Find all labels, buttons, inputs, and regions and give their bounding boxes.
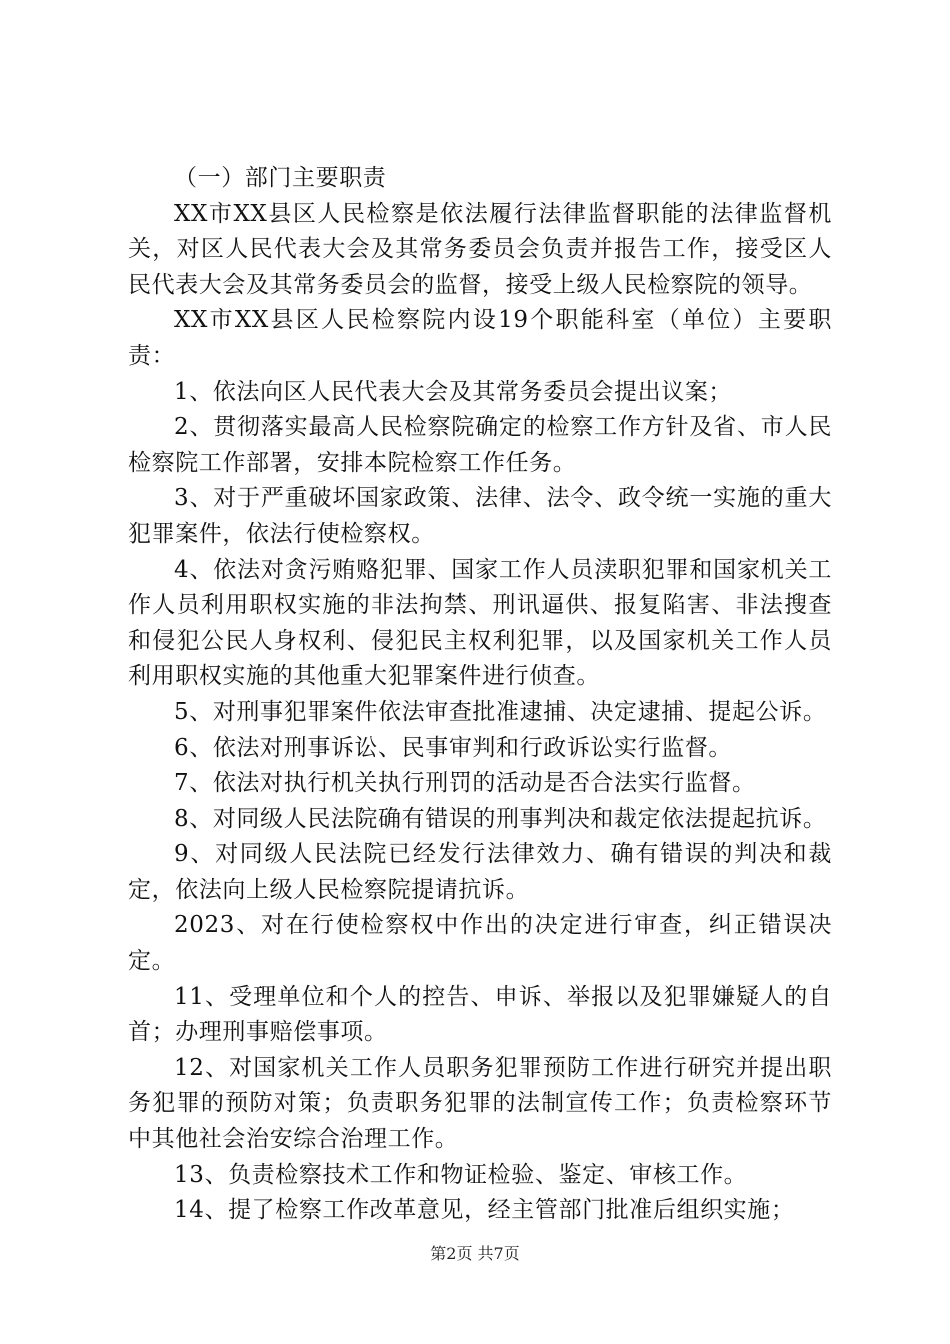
paragraph-item-5: 5、对刑事犯罪案件依法审查批准逮捕、决定逮捕、提起公诉。 [174,698,827,725]
paragraph-duties-intro: XX市XX县区人民检察院内设19个职能科室（单位）主要职责： [128,307,832,369]
paragraph-item-14: 14、提了检察工作改革意见，经主管部门批准后组织实施； [174,1197,795,1224]
paragraph-item-3: 3、对于严重破坏国家政策、法律、法令、政令统一实施的重大犯罪案件，依法行使检察权。 [128,485,832,547]
paragraph-intro: XX市XX县区人民检察是依法履行法律监督职能的法律监督机关，对区人民代表大会及其常务委员会负责并报告工作，接受区人民代表大会及其常务委员会的监督，接受上级人民检察院的领导。 [128,200,832,298]
paragraph-item-8: 8、对同级人民法院确有错误的刑事判决和裁定依法提起抗诉。 [174,805,827,832]
paragraph-item-6: 6、依法对刑事诉讼、民事审判和行政诉讼实行监督。 [174,734,733,761]
paragraph-item-11: 11、受理单位和个人的控告、申诉、举报以及犯罪嫌疑人的自首；办理刑事赔偿事项。 [128,983,832,1046]
paragraph-item-12: 12、对国家机关工作人员职务犯罪预防工作进行研究并提出职务犯罪的预防对策；负责职务犯罪的法制宣传工作；负责检察环节中其他社会治安综合治理工作。 [128,1054,832,1153]
section-heading: （一）部门主要职责 [174,165,387,191]
paragraph-item-9: 9、对同级人民法院已经发行法律效力、确有错误的判决和裁定，依法向上级人民检察院提请抗诉。 [128,841,832,903]
paragraph-item-2: 2、贯彻落实最高人民检察院确定的检察工作方针及省、市人民检察院工作部署，安排本院检察工作任务。 [128,414,832,476]
page-number-label: 第2页 共7页 [430,1244,520,1263]
document-body [128,161,832,1229]
paragraph-item-1: 1、依法向区人民代表大会及其常务委员会提出议案； [174,378,733,405]
paragraph-item-13: 13、负责检察技术工作和物证检验、鉴定、审核工作。 [174,1161,748,1188]
paragraph-item-7: 7、依法对执行机关执行刑罚的活动是否合法实行监督。 [174,770,756,797]
page-footer [0,1244,950,1264]
paragraph-item-4: 4、依法对贪污贿赂犯罪、国家工作人员渎职犯罪和国家机关工作人员利用职权实施的非法拘禁、刑讯逼供、报复陷害、非法搜查和侵犯公民人身权利、侵犯民主权利犯罪，以及国家机关工作人员利用职权实施的其他重大犯罪案件进行侦查。 [128,556,832,690]
paragraph-item-10: 2023、对在行使检察权中作出的决定进行审查，纠正错误决定。 [128,912,832,975]
